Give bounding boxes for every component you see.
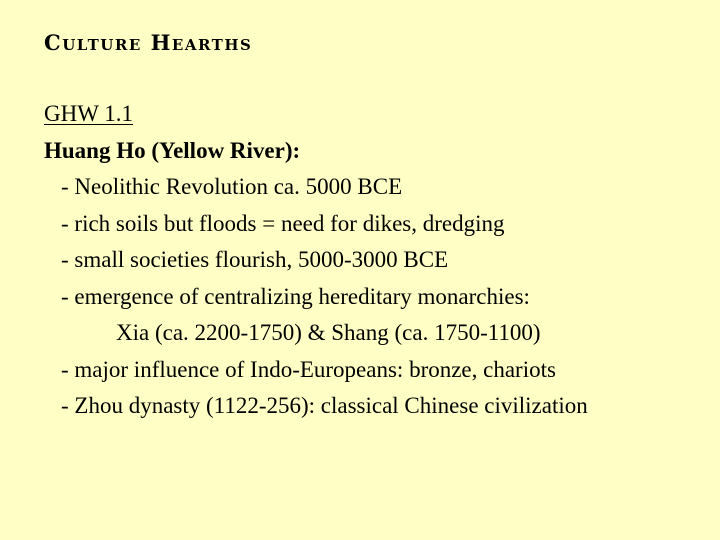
section-heading: Huang Ho (Yellow River): [44,137,301,163]
bullet-item: - small societies flourish, 5000-3000 BCE [61,247,449,272]
bullet-item: - emergence of centralizing hereditary monarchies: [61,283,530,309]
bullet-item: - major influence of Indo-Europeans: bronze, chariots [61,356,556,382]
bullet-item: - rich soils but floods = need for dikes, dredging [61,210,505,236]
course-code: GHW 1.1 [44,101,134,126]
sub-bullet-item: Xia (ca. 2200-1750) & Shang (ca. 1750-1100) [116,320,541,345]
bullet-item: - Zhou dynasty (1122-256): classical Chinese civilization [61,393,588,418]
slide-body [44,96,704,425]
slide-title: Culture Hearths [44,30,253,55]
bullet-item: - Neolithic Revolution ca. 5000 BCE [61,174,403,199]
